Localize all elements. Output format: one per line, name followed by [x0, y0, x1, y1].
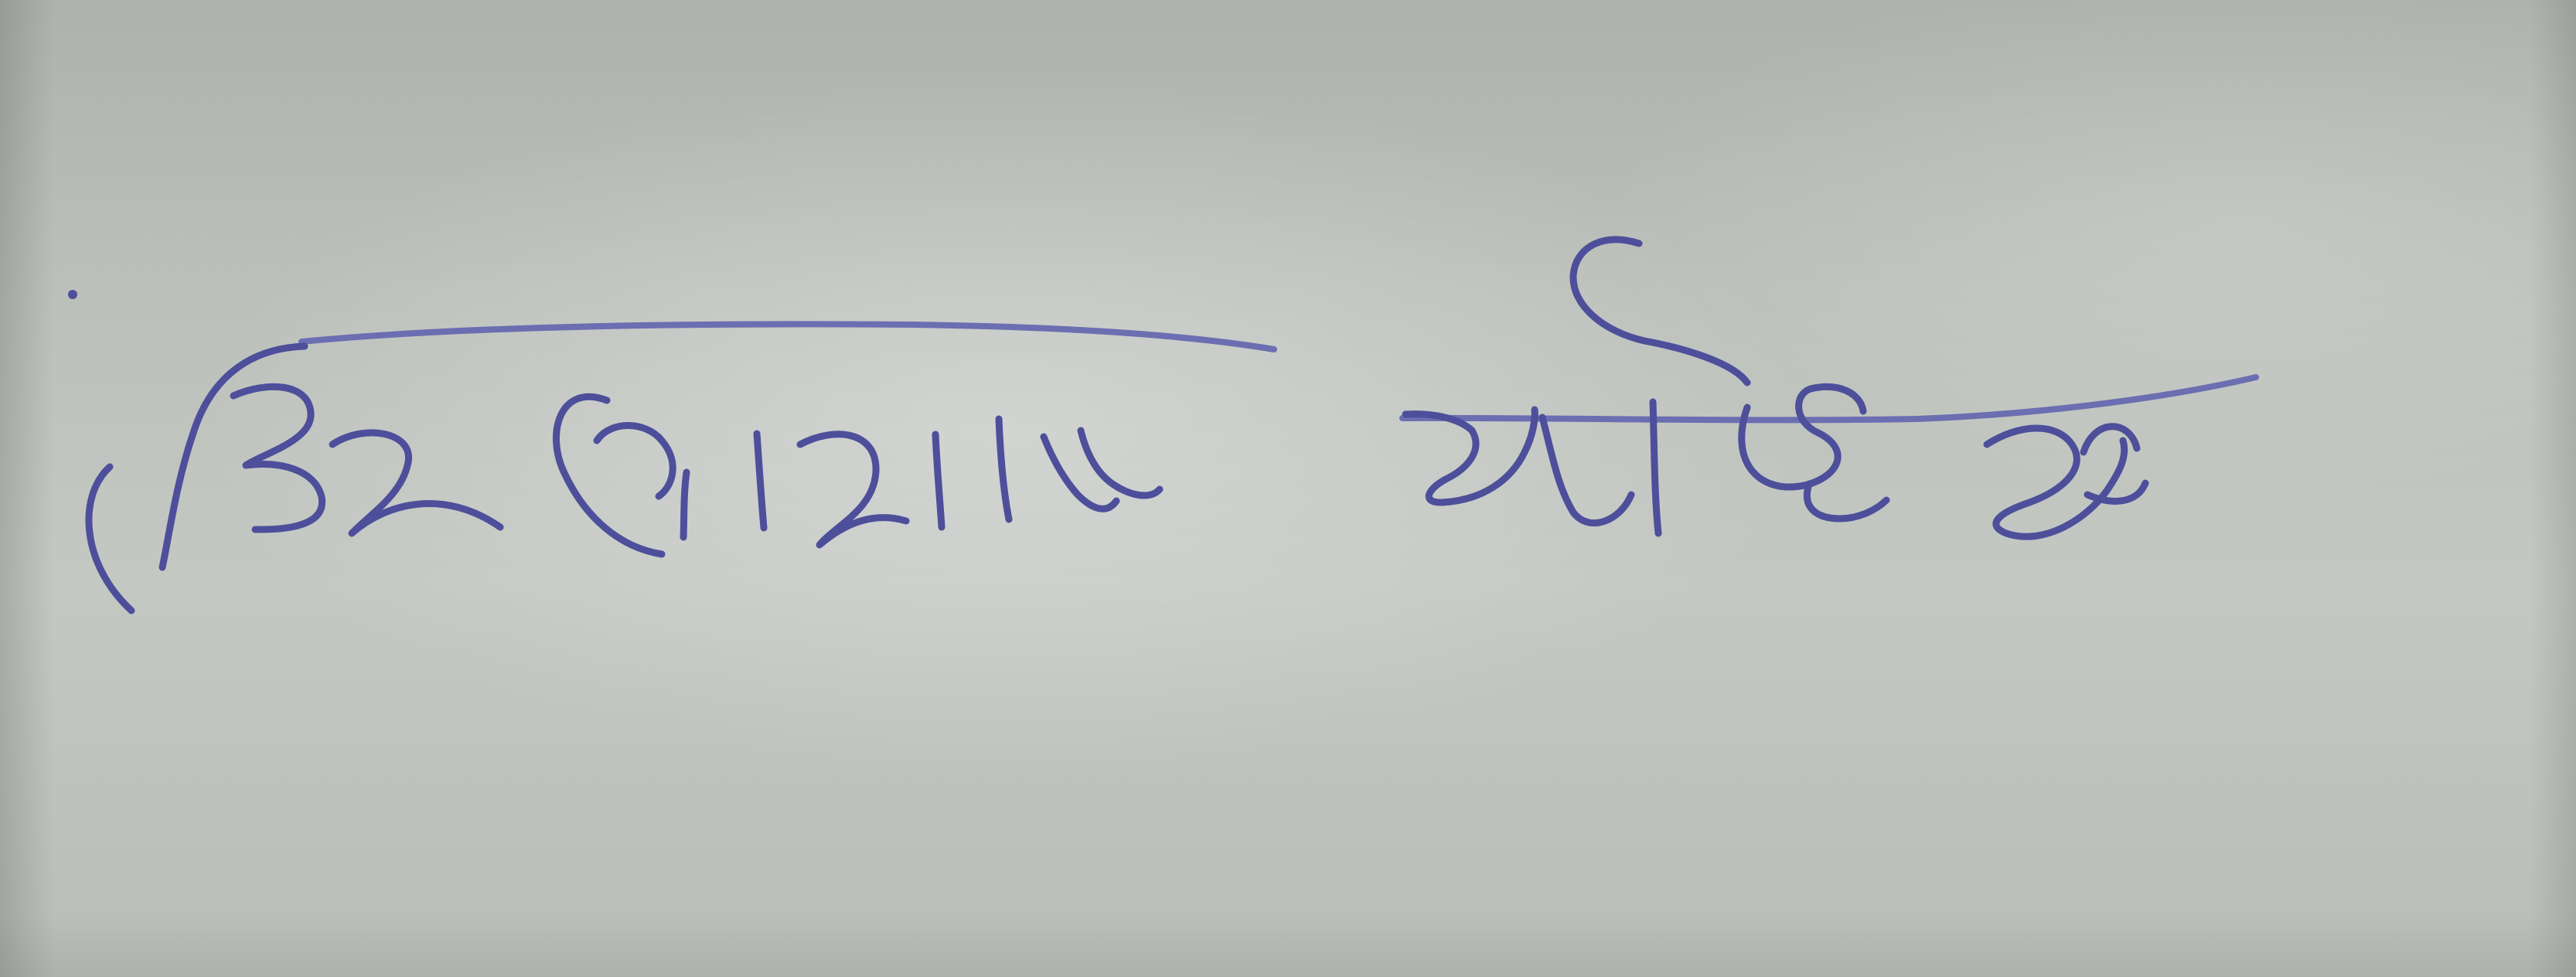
signature-first-word-glyph-6	[683, 434, 764, 537]
signature-first-word-glyph-5	[556, 397, 673, 554]
signature-second-word-glyph-2	[1542, 240, 1747, 523]
signature-first-word-glyph-8	[935, 434, 942, 527]
signature-first-word-glyph-7	[800, 434, 906, 545]
signature-first-word-glyph-2	[162, 346, 305, 567]
signature-first-word-glyph-9	[999, 419, 1160, 519]
signature-first-word-glyph-1	[89, 467, 131, 611]
signature-first-word-top-bar	[302, 324, 1274, 349]
signature-second-word-glyph-6	[1987, 428, 2145, 536]
signature-first-word-glyph-4	[332, 433, 500, 533]
signature-second-word-glyph-7	[2084, 427, 2137, 452]
signature-second-word-glyph-4	[1742, 386, 1863, 487]
signature-second-word-glyph-5	[1807, 484, 1886, 519]
ink-dot	[68, 290, 77, 299]
signature-second-word-glyph-1	[1406, 410, 1535, 502]
signature-first-word-glyph-3	[233, 386, 322, 529]
